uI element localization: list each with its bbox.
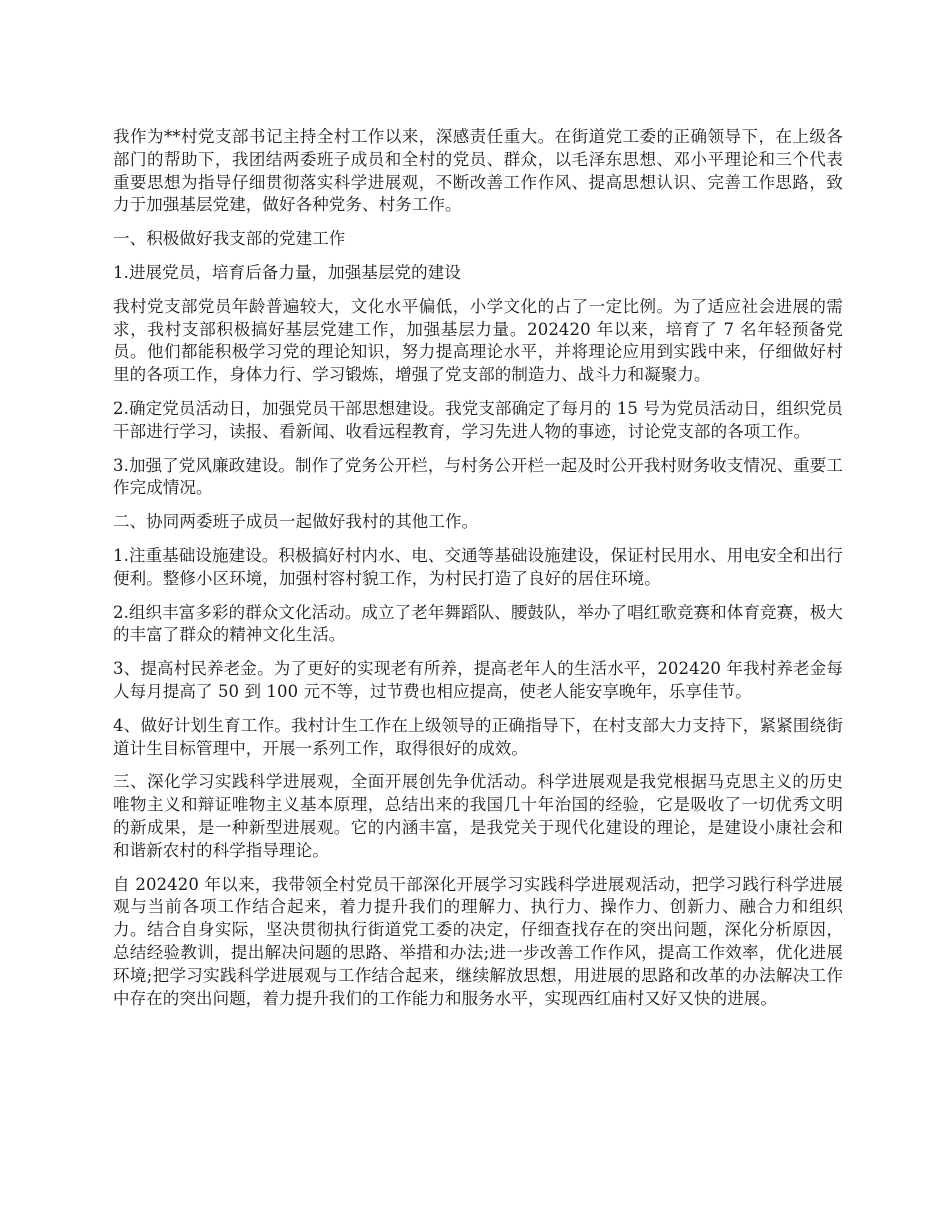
section-heading-2: 二、协同两委班子成员一起做好我村的其他工作。	[113, 512, 479, 532]
body-paragraph: 2.确定党员活动日，加强党员干部思想建设。我党支部确定了每月的 15 号为党员活动日，组织党员干部进行学习，读报、看新闻、收看远程教育，学习先进人物的事迹，讨论党支部的各项工作。	[113, 398, 843, 441]
body-paragraph: 我村党支部党员年龄普遍较大，文化水平偏低，小学文化的占了一定比例。为了适应社会进展的需求，我村支部积极搞好基层党建工作，加强基层力量。202420 年以来，培育了 7 名年轻预备党员。他们都能积极学习党的理论知识，努力提高理论水平，并将理论应用到实践中来，仔细做好村里的各项工作，身体力行、学习锻炼，增强了党支部的制造力、战斗力和凝聚力。	[113, 296, 843, 385]
body-paragraph: 1.注重基础设施建设。积极搞好村内水、电、交通等基础设施建设，保证村民用水、用电安全和出行便利。整修小区环境，加强村容村貌工作，为村民打造了良好的居住环境。	[113, 545, 843, 588]
section-heading-3-paragraph: 三、深化学习实践科学进展观，全面开展创先争优活动。科学进展观是我党根据马克思主义的历史唯物主义和辩证唯物主义基本原理，总结出来的我国几十年治国的经验，它是吸收了一切优秀文明的新成果，是一种新型进展观。它的内涵丰富，是我党关于现代化建设的理论，是建设小康社会和和谐新农村的科学指导理论。	[113, 772, 843, 860]
body-paragraph: 3、提高村民养老金。为了更好的实现老有所养，提高老年人的生活水平，202420 年我村养老金每人每月提高了 50 到 100 元不等，过节费也相应提高，使老人能安享晚年，乐享佳节。	[113, 659, 843, 701]
document-body	[113, 126, 843, 1021]
section-heading-1: 一、积极做好我支部的党建工作	[113, 229, 346, 249]
body-paragraph: 3.加强了党风廉政建设。制作了党务公开栏，与村务公开栏一起及时公开我村财务收支情况、重要工作完成情况。	[113, 455, 843, 498]
intro-paragraph: 我作为**村党支部书记主持全村工作以来，深感责任重大。在街道党工委的正确领导下，在上级各部门的帮助下，我团结两委班子成员和全村的党员、群众，以毛泽东思想、邓小平理论和三个代表重要思想为指导仔细贯彻落实科学进展观，不断改善工作作风、提高思想认识、完善工作思路，致力于加强基层党建，做好各种党务、村务工作。	[113, 127, 843, 215]
body-paragraph: 4、做好计划生育工作。我村计生工作在上级领导的正确指导下，在村支部大力支持下，紧紧围绕街道计生目标管理中，开展一系列工作，取得很好的成效。	[113, 715, 843, 758]
subsection-heading-1-1: 1.进展党员，培育后备力量，加强基层党的建设	[113, 262, 461, 282]
body-paragraph: 2.组织丰富多彩的群众文化活动。成立了老年舞蹈队、腰鼓队，举办了唱红歌竞赛和体育竞赛，极大的丰富了群众的精神文化生活。	[113, 602, 843, 645]
body-paragraph: 自 202420 年以来，我带领全村党员干部深化开展学习实践科学进展观活动，把学习践行科学进展观与当前各项工作结合起来，着力提升我们的理解力、执行力、操作力、创新力、融合力和组织力。结合自身实际，坚决贯彻执行街道党工委的决定，仔细查找存在的突出问题，深化分析原因，总结经验教训，提出解决问题的思路、举措和办法;进一步改善工作作风，提高工作效率，优化进展环境;把学习实践科学进展观与工作结合起来，继续解放思想，用进展的思路和改革的办法解决工作中存在的突出问题，着力提升我们的工作能力和服务水平，实现西红庙村又好又快的进展。	[113, 874, 843, 1008]
